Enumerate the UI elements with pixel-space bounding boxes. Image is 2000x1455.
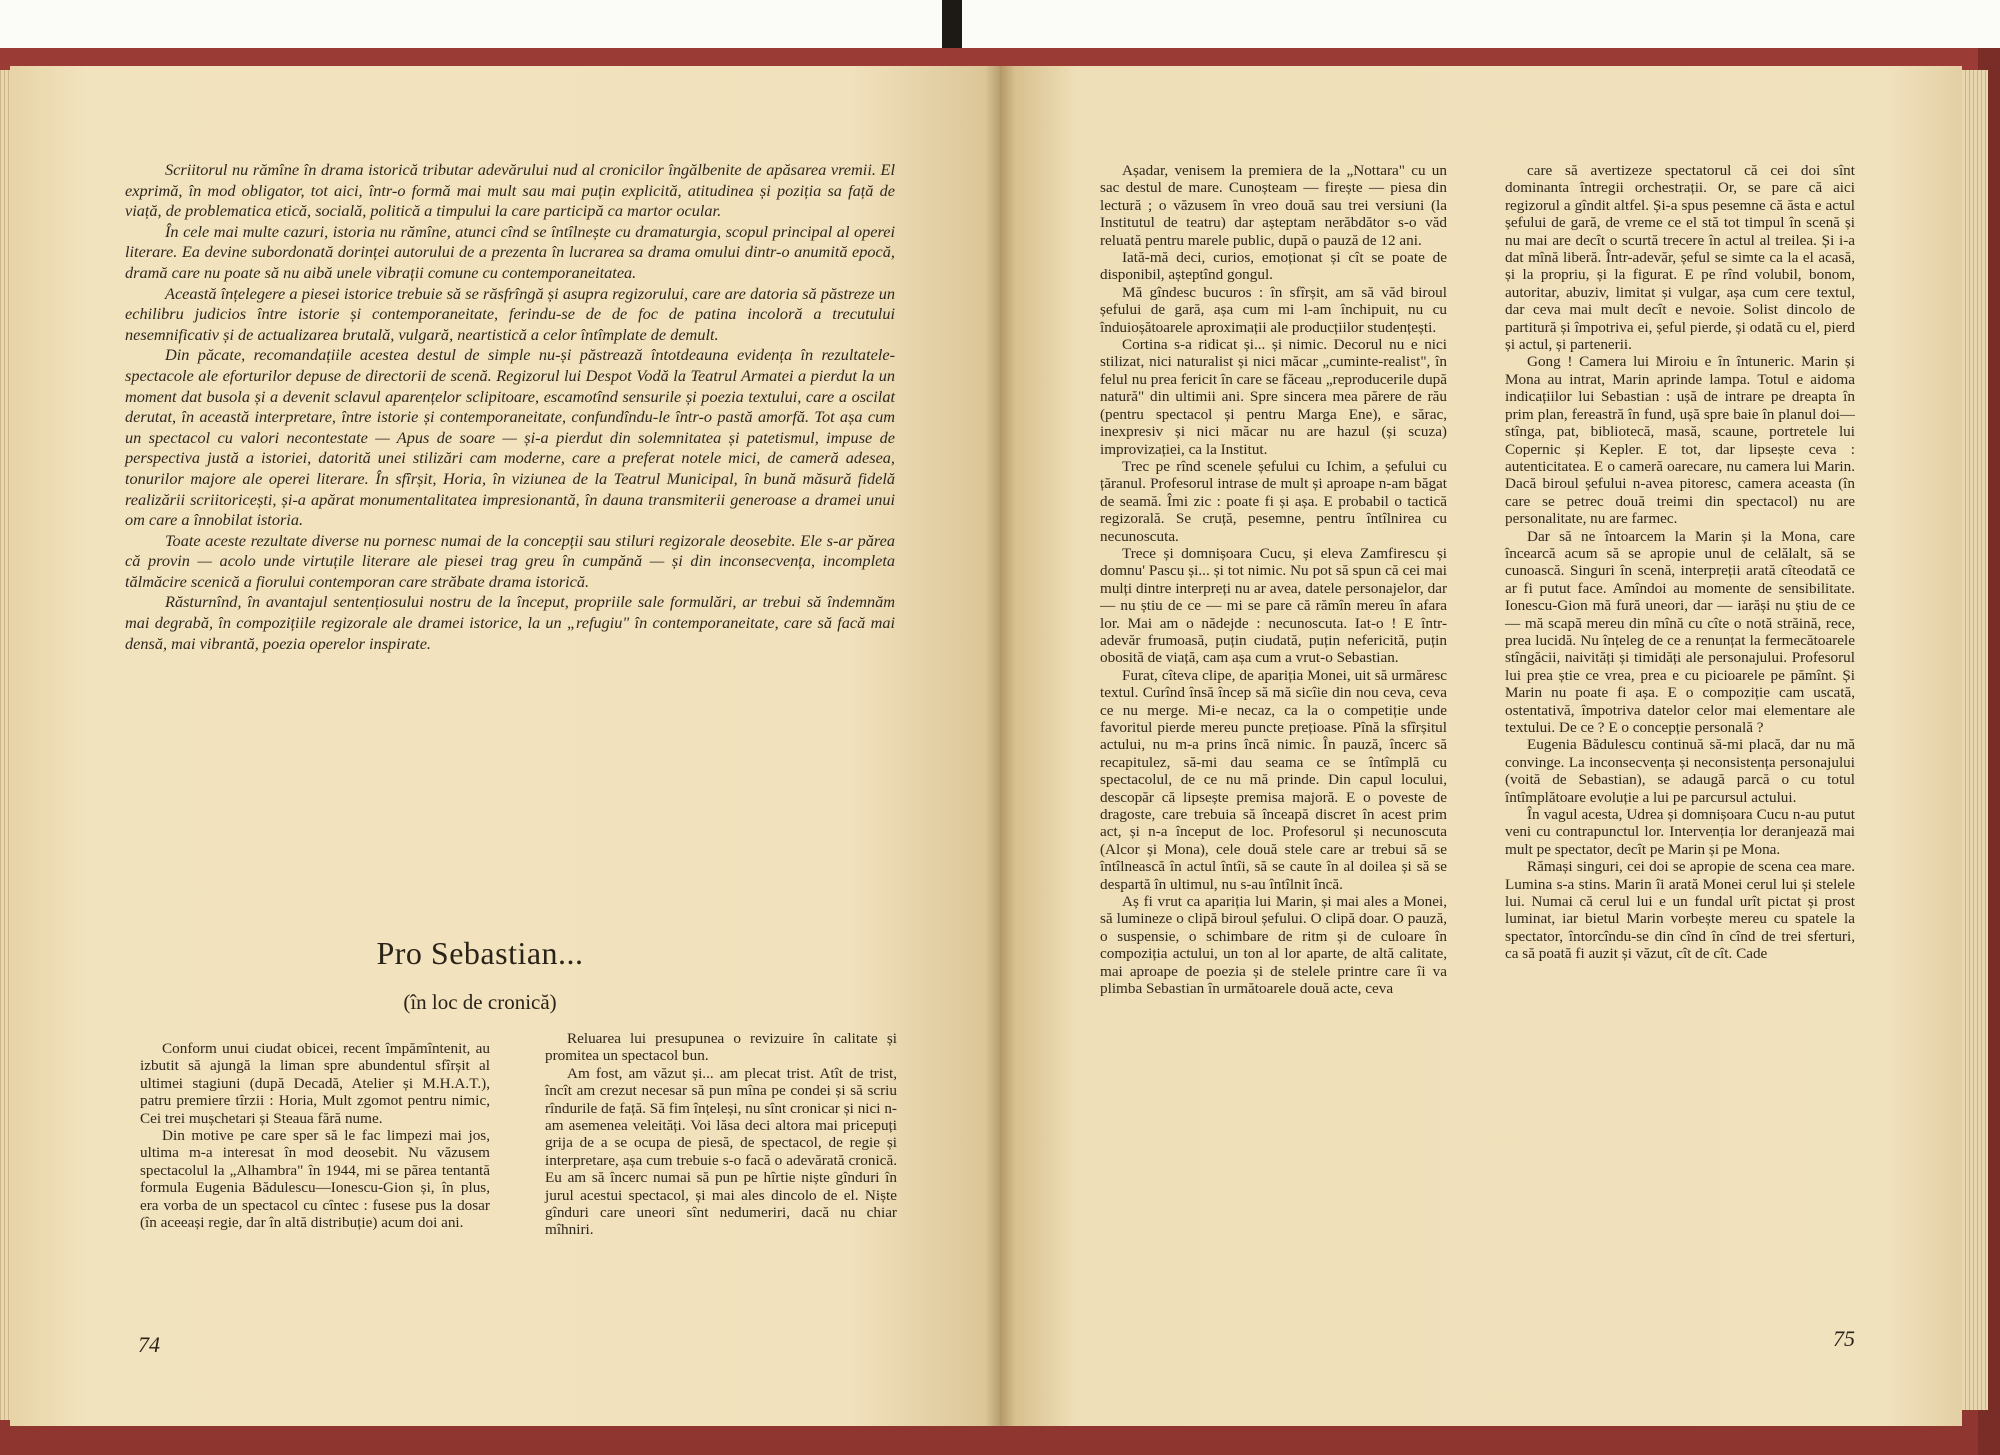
body-paragraph: Iată-mă deci, curios, emoționat și cît se poate de disponibil, așteptînd gongul. bbox=[1100, 249, 1447, 284]
body-paragraph: care să avertizeze spectatorul că cei doi sînt dominanta întregii orchestrații. Or, se pare că aici regizorul a gîndit altfel. Și-a spus pesemne că ăsta e actul șefului de gară, de vreme ce el stă tot timpul în scenă și nu mai are decît o scurtă trecere în actul al treilea. Și i-a dat mînă liberă. Într-adevăr, șeful se simte ca la el acasă, și la propriu, și la figurat. E pe rînd volubil, bonom, autoritar, abuziv, limitat și vulgar, așa cum cere textul, dar ceva mai mult decît e nevoie. Solist dincolo de partitură și împotriva ei, șeful pierde, și odată cu el, pierd și actul, și partenerii. bbox=[1505, 162, 1855, 354]
body-paragraph: Trece și domnișoara Cucu, și eleva Zamfirescu și domnu' Pascu și... și tot nimic. Nu pot să spun că cei mai mulți dintre interpreți nu ar avea, datele personajelor, dar — nu știu de ce — mi se pare că rămîn mereu în afara lor. Mai am o nădejde : necunoscuta. Iat-o ! E într-adevăr frumoasă, puțin ciudată, puțin nefericită, puțin obosită de viață, cam așa cum a vrut-o Sebastian. bbox=[1100, 544, 1447, 667]
body-paragraph: Furat, cîteva clipe, de apariția Monei, uit să urmăresc textul. Curînd însă încep să mă sicîie din nou ceva, ceva ce nu merge. Mi-e necaz, ca la o competiție unde favoritul pierde mereu puncte prețioase. Pînă la sfîrșitul actului, nu m-a prins încă nimic. În pauză, încerc să recapitulez, să-mi dau seama ce se întîmplă cu spectacolul, de ce nu mă prinde. Din capul locului, descopăr că lipsește premisa majoră. E o poveste de dragoste, care trebuia să înceapă discret în acest prim act, și n-a început de loc. Profesorul și necunoscuta (Alcor și Mona), cele două stele care ar trebui să se întîlnească în actul întîi, să se caute în al doilea și să se despartă în ultimul, nu s-au întîlnit încă. bbox=[1100, 666, 1447, 893]
intro-italic-text bbox=[125, 160, 895, 654]
right-column-1 bbox=[1100, 162, 1447, 998]
body-paragraph: Aș fi vrut ca apariția lui Marin, și mai ales a Monei, să lumineze o clipă biroul șefului. O clipă doar. O pauză, o suspensie, o schimbare de ritm și de culoare în compoziția actului, un ton al lor aparte, de altă calitate, mai aproape de poezia și de stelele printre care îi va plimba Sebastian în următoarele două acte, ceva bbox=[1100, 893, 1447, 998]
intro-paragraph: În cele mai multe cazuri, istoria nu rămîne, atunci cînd se întîlnește cu dramaturgia, scopul principal al operei literare. Ea devine subordonată dorinței autorului de a prezenta în lucrarea sa drama omului dintr-o anumită epocă, dramă care nu poate să nu aibă unele vibrații comune cu contemporaneitatea. bbox=[125, 221, 895, 282]
body-paragraph: Așadar, venisem la premiera de la „Nottara" cu un sac destul de mare. Cunoșteam — firește — piesa din lectură ; o văzusem în vreo două sau trei versiuni (la Institutul de teatru) dar așteptam nerăbdător s-o văd reluată pentru marele public, după o pauză de 12 ani. bbox=[1100, 162, 1447, 249]
right-page-edges bbox=[1958, 70, 1988, 1410]
body-paragraph: Reluarea lui presupunea o revizuire în calitate și promitea un spectacol bun. bbox=[545, 1030, 897, 1065]
body-paragraph: Am fost, am văzut și... am plecat trist. Atît de trist, încît am crezut necesar să pun mîna pe condei și să scriu rîndurile de față. Să fim înțeleși, nu sînt cronicar și nici n-am asemenea veleități. Voi lăsa deci altora mai pricepuți grija de a se ocupa de piesă, de spectacol, de regie și interpretare, așa cum trebuie s-o facă o adevărată cronică. Eu am să încerc numai să pun pe hîrtie niște gînduri în jurul acestui spectacol, și mai ales dincolo de el. Niște gînduri care uneori sînt nedumeriri, dacă nu chiar mîhniri. bbox=[545, 1064, 897, 1239]
intro-paragraph: Răsturnînd, în avantajul sentențiosului nostru de la început, propriile sale formulări, ar trebui să îndemnăm mai degrabă, în compozițiile regizorale ale dramei istorice, la un „refugiu" în contemporaneitate, care să facă mai densă, mai vibrantă, poezia operelor inspirate. bbox=[125, 592, 895, 653]
article-heading bbox=[330, 935, 630, 1015]
article-subtitle: (în loc de cronică) bbox=[403, 990, 557, 1014]
article-title: Pro Sebastian... bbox=[376, 935, 584, 971]
body-paragraph: Cortina s-a ridicat și... și nimic. Decorul nu e nici stilizat, nici naturalist și nici măcar „cuminte-realist", în felul nu prea fericit în care se făceau „reproducerile după natură" din ultimii ani. Spre sincera mea părere de rău (pentru spectacol și pentru Marga Ene), e sărac, inexpresiv și nici măcar nu are hazul (și scuza) improvizației, ca la Institut. bbox=[1100, 336, 1447, 458]
scanner-gap bbox=[942, 0, 962, 52]
intro-paragraph: Toate aceste rezultate diverse nu pornesc numai de la concepții sau stiluri regizorale deosebite. Ele s-ar părea că provin — acolo unde virtuțile literare ale piesei trag greu în cumpănă — și din inconsecvența, incompleta tălmăcire scenică a fiorului contemporan care străbate drama istorică. bbox=[125, 530, 895, 591]
body-paragraph: Rămași singuri, cei doi se apropie de scena cea mare. Lumina s-a stins. Marin îi arată Monei cerul lui și stelele lui. Numai că cerul lui e un fundal urît pictat și prost luminat, iar bietul Marin vorbește mereu cu spatele la spectator, întorcîndu-se din cînd în cînd de trei sferturi, ca să poată fi auzit și văzut, cît de cît. Cade bbox=[1505, 858, 1855, 963]
intro-paragraph: Din păcate, recomandațiile acestea destul de simple nu-și păstrează întotdeauna evidența în rezultatele-spectacole ale eforturilor depuse de directorii de scenă. Regizorul lui Despot Vodă la Teatrul Armatei a pierdut la un moment dat busola și a devenit sclavul aparențelor sclipitoare, escamotînd sensurile și poezia textului, care a oscilat derutat, în această interpretare, între istorie și contemporaneitate, confundîndu-le într-o pastă amorfă. Tot așa cum un spectacol cu valori necontestate — Apus de soare — și-a pierdut din solemnitatea și patetismul, impuse de perspectiva justă a istoriei, datorită unei stilizări cam moderne, care a preferat notele mici, de cameră adesea, tonurilor majore ale operei literare. În sfîrșit, Horia, în viziunea de la Teatrul Municipal, în bună măsură fidelă realizării scriitoricești, și-a apărat monumentalitatea impresionantă, în dauna transmiterii generoase a dramei unui om care a înnobilat istoria. bbox=[125, 345, 895, 530]
page-number-right: 75 bbox=[1833, 1326, 1855, 1351]
body-paragraph: Trec pe rînd scenele șefului cu Ichim, a șefului cu țăranul. Profesorul intrase de mult și aproape n-am băgat de seamă. Îmi zic : poate fi și așa. E probabil o tactică regizorală. Se cruță, pesemne, pentru întîlnirea cu necunoscuta. bbox=[1100, 457, 1447, 545]
body-paragraph: Dar să ne întoarcem la Marin și la Mona, care încearcă acum să se apropie unul de celălalt, să se cunoască. Singuri în scenă, interpreții arată cîteodată ce ar fi putut face. Amîndoi au momente de sensibilitate. Ionescu-Gion mă fură uneori, dar — iarăși nu știu de ce — mă scapă mereu din mînă cu cîte o notă străină, rece, prea lucidă. Nu înțeleg de ce a renunțat la fermecătoarele stîngăcii, naivități și timidăți ale personajului. Profesorul lui prea știe ce vrea, prea e cu picioarele pe pămînt. Și Marin nu poate fi așa. E o compoziție cam uscată, ostentativă, împotriva datelor celor mai elementare ale textului. De ce ? E o concepție personală ? bbox=[1505, 527, 1855, 736]
body-paragraph: Gong ! Camera lui Miroiu e în întuneric. Marin și Mona au intrat, Marin aprinde lampa. Totul e aidoma indicațiilor lui Sebastian : ușă de intrare pe dreapta în prim plan, fereastră în fund, ușă spre baie în planul doi—stînga, pat, bibliotecă, masă, scaune, portretele lui Copernic și Kepler. E tot, dar lipsește ceva : autenticitatea. E o cameră oarecare, nu camera lui Marin. Dacă biroul șefului n-avea pitoresc, camera aceasta (în care se petrec două treimi din spectacol) nu are personalitate, nu are farmec. bbox=[1505, 353, 1855, 528]
scanner-top-strip bbox=[0, 0, 2000, 52]
body-paragraph: Mă gîndesc bucuros : în sfîrșit, am să văd biroul șefului de gară, așa cum mi l-am închipuit, nu cu înduioșătoarele aproximații ale producțiilor studențești. bbox=[1100, 283, 1447, 336]
left-column-1 bbox=[140, 1040, 490, 1231]
book-gutter bbox=[985, 66, 1015, 1426]
page-number-left: 74 bbox=[138, 1332, 160, 1357]
intro-paragraph: Scriitorul nu rămîne în drama istorică tributar adevărului nud al cronicilor îngălbenite de apăsarea vremii. El exprimă, în mod obligator, tot aici, într-o formă mai mult sau mai puțin explicită, atitudinea și poziția sa față de viață, de problematica etică, socială, politică a timpului la care participă ca martor ocular. bbox=[125, 160, 895, 221]
body-paragraph: În vagul acesta, Udrea și domnișoara Cucu n-au putut veni cu contrapunctul lor. Intervenția lor deranjează mai mult pe spectator, decît pe Marin și pe Mona. bbox=[1505, 806, 1855, 858]
left-column-2 bbox=[545, 1030, 897, 1239]
body-paragraph: Conform unui ciudat obicei, recent împămîntenit, au izbutit să ajungă la liman spre abundentul sfîrșit al ultimei stagiuni (după Decadă, Atelier și M.H.A.T.), patru premiere tîrzii : Horia, Mult zgomot pentru nimic, Cei trei mușchetari și Steaua fără nume. bbox=[140, 1040, 490, 1127]
right-column-2 bbox=[1505, 162, 1855, 963]
body-paragraph: Din motive pe care sper să le fac limpezi mai jos, ultima m-a interesat în mod deosebit. Nu văzusem spectacolul la „Alhambra" în 1944, mi se părea tentantă formula Eugenia Bădulescu—Ionescu-Gion și, în plus, era vorba de un spectacol cu cîntec : fusese pus la dosar (în aceeași regie, dar în altă distribuție) acum doi ani. bbox=[140, 1127, 490, 1232]
body-paragraph: Eugenia Bădulescu continuă să-mi placă, dar nu mă convinge. La inconsecvența și neconsistența personajului (voită de Sebastian), se adaugă parcă o cu totul întîmplătoare evoluție a lui pe parcursul actului. bbox=[1505, 736, 1855, 806]
intro-paragraph: Această înțelegere a piesei istorice trebuie să se răsfrîngă și asupra regizorului, care are datoria să păstreze un echilibru judicios între istorie și contemporaneitate, ferindu-se de de foc de patina incoloră a trecutului nesemnificativ și de actualizarea brutală, vulgară, neartistică a celor întîmplate de demult. bbox=[125, 283, 895, 344]
